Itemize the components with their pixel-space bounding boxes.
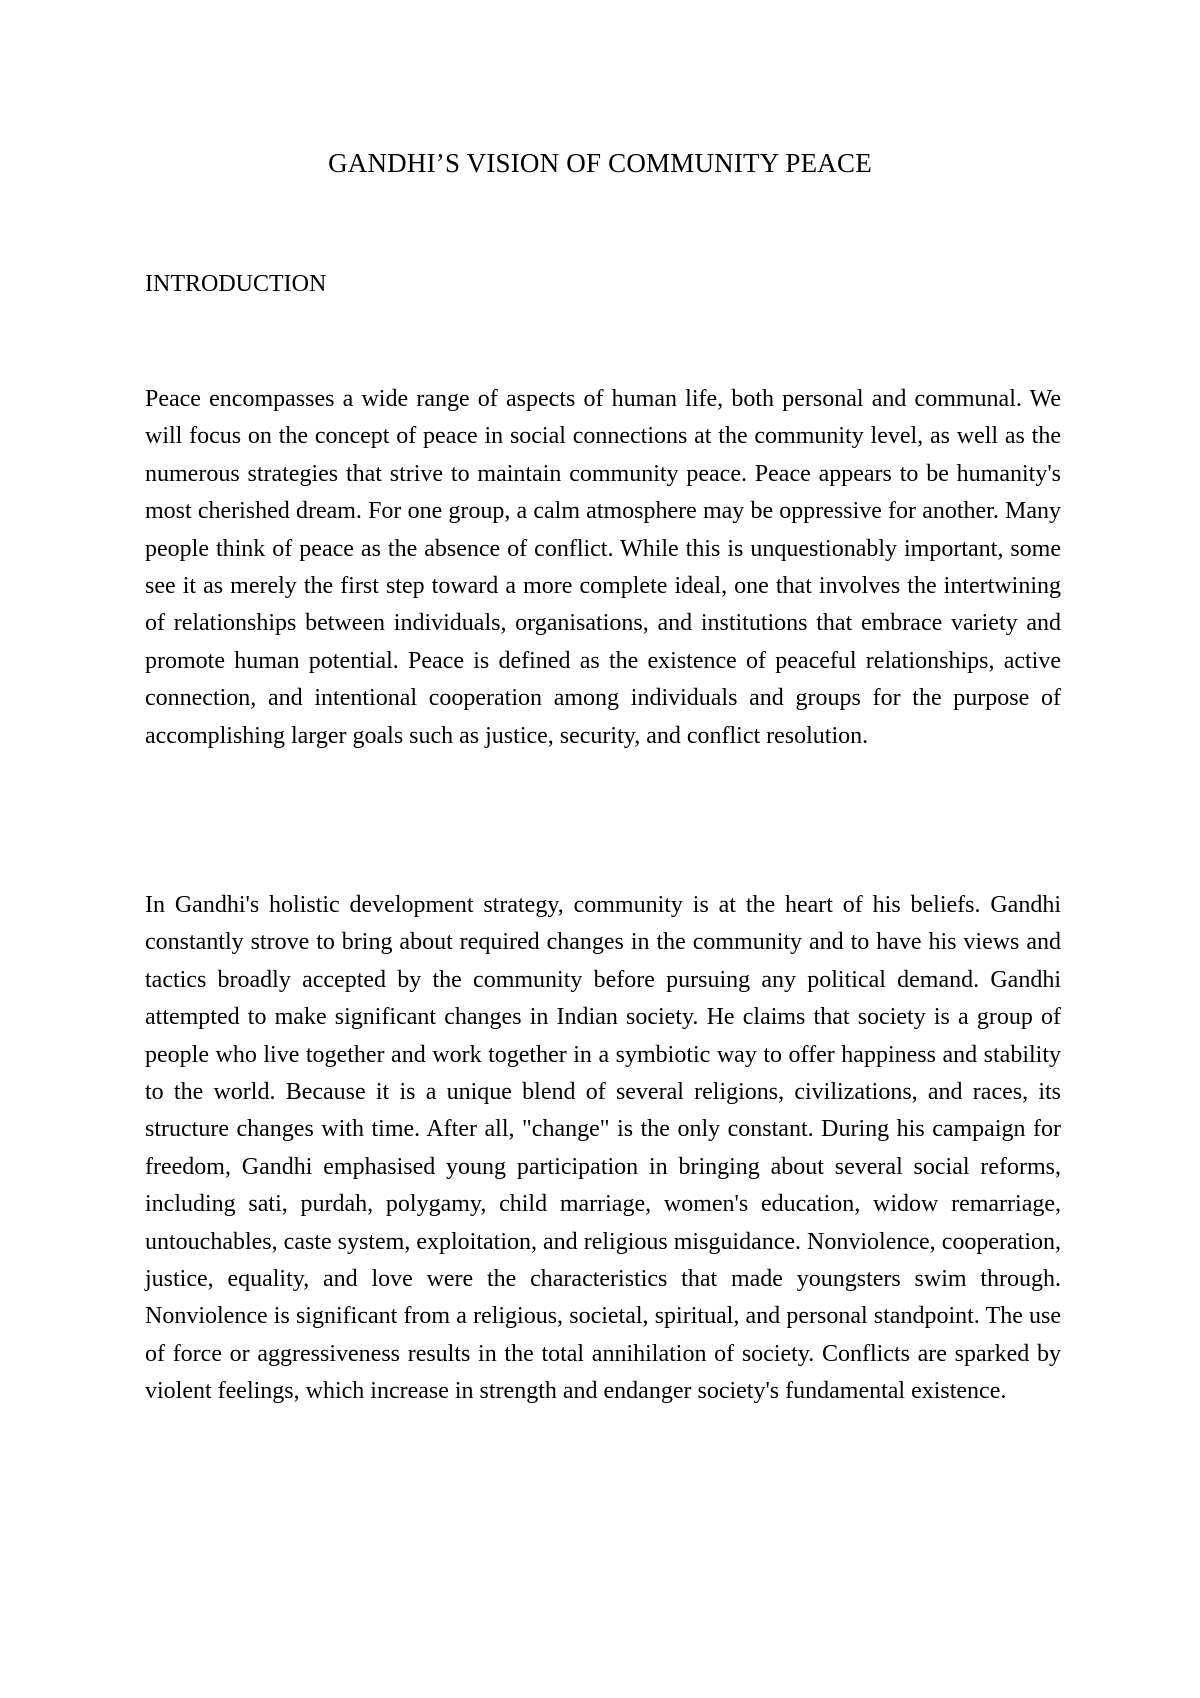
body-paragraph: In Gandhi's holistic development strategy, community is at the heart of his beliefs. Gandhi constantly strove to bring about required changes in the community and to have his views and tactics broadly accepted by the community before pursuing any political demand. Gandhi attempted to make significant changes in Indian society. He claims that society is a group of people who live together and work together in a symbiotic way to offer happiness and stability to the world. Because it is a unique blend of several religions, civilizations, and races, its structure changes with time. After all, "change" is the only constant. During his campaign for freedom, Gandhi emphasised young participation in bringing about several social reforms, including sati, purdah, polygamy, child marriage, women's education, widow remarriage, untouchables, caste system, exploitation, and religious misguidance. Nonviolence, cooperation, justice, equality, and love were the characteristics that made youngsters swim through. Nonviolence is significant from a religious, societal, spiritual, and personal standpoint. The use of force or aggressiveness results in the total annihilation of society. Conflicts are sparked by violent feelings, which increase in strength and endanger society's fundamental existence. [145,892,1061,1405]
section-heading-introduction: INTRODUCTION [145,271,327,297]
body-paragraph: Peace encompasses a wide range of aspects of human life, both personal and communal. We will focus on the concept of peace in social connections at the community level, as well as the numerous strategies that strive to maintain community peace. Peace appears to be humanity's most cherished dream. For one group, a calm atmosphere may be oppressive for another. Many people think of peace as the absence of conflict. While this is unquestionably important, some see it as merely the first step toward a more complete ideal, one that involves the intertwining of relationships between individuals, organisations, and institutions that embrace variety and promote human potential. Peace is defined as the existence of peaceful relationships, active connection, and intentional cooperation among individuals and groups for the purpose of accomplishing larger goals such as justice, security, and conflict resolution. [145,386,1061,749]
document-title: GANDHI’S VISION OF COMMUNITY PEACE [328,148,872,178]
